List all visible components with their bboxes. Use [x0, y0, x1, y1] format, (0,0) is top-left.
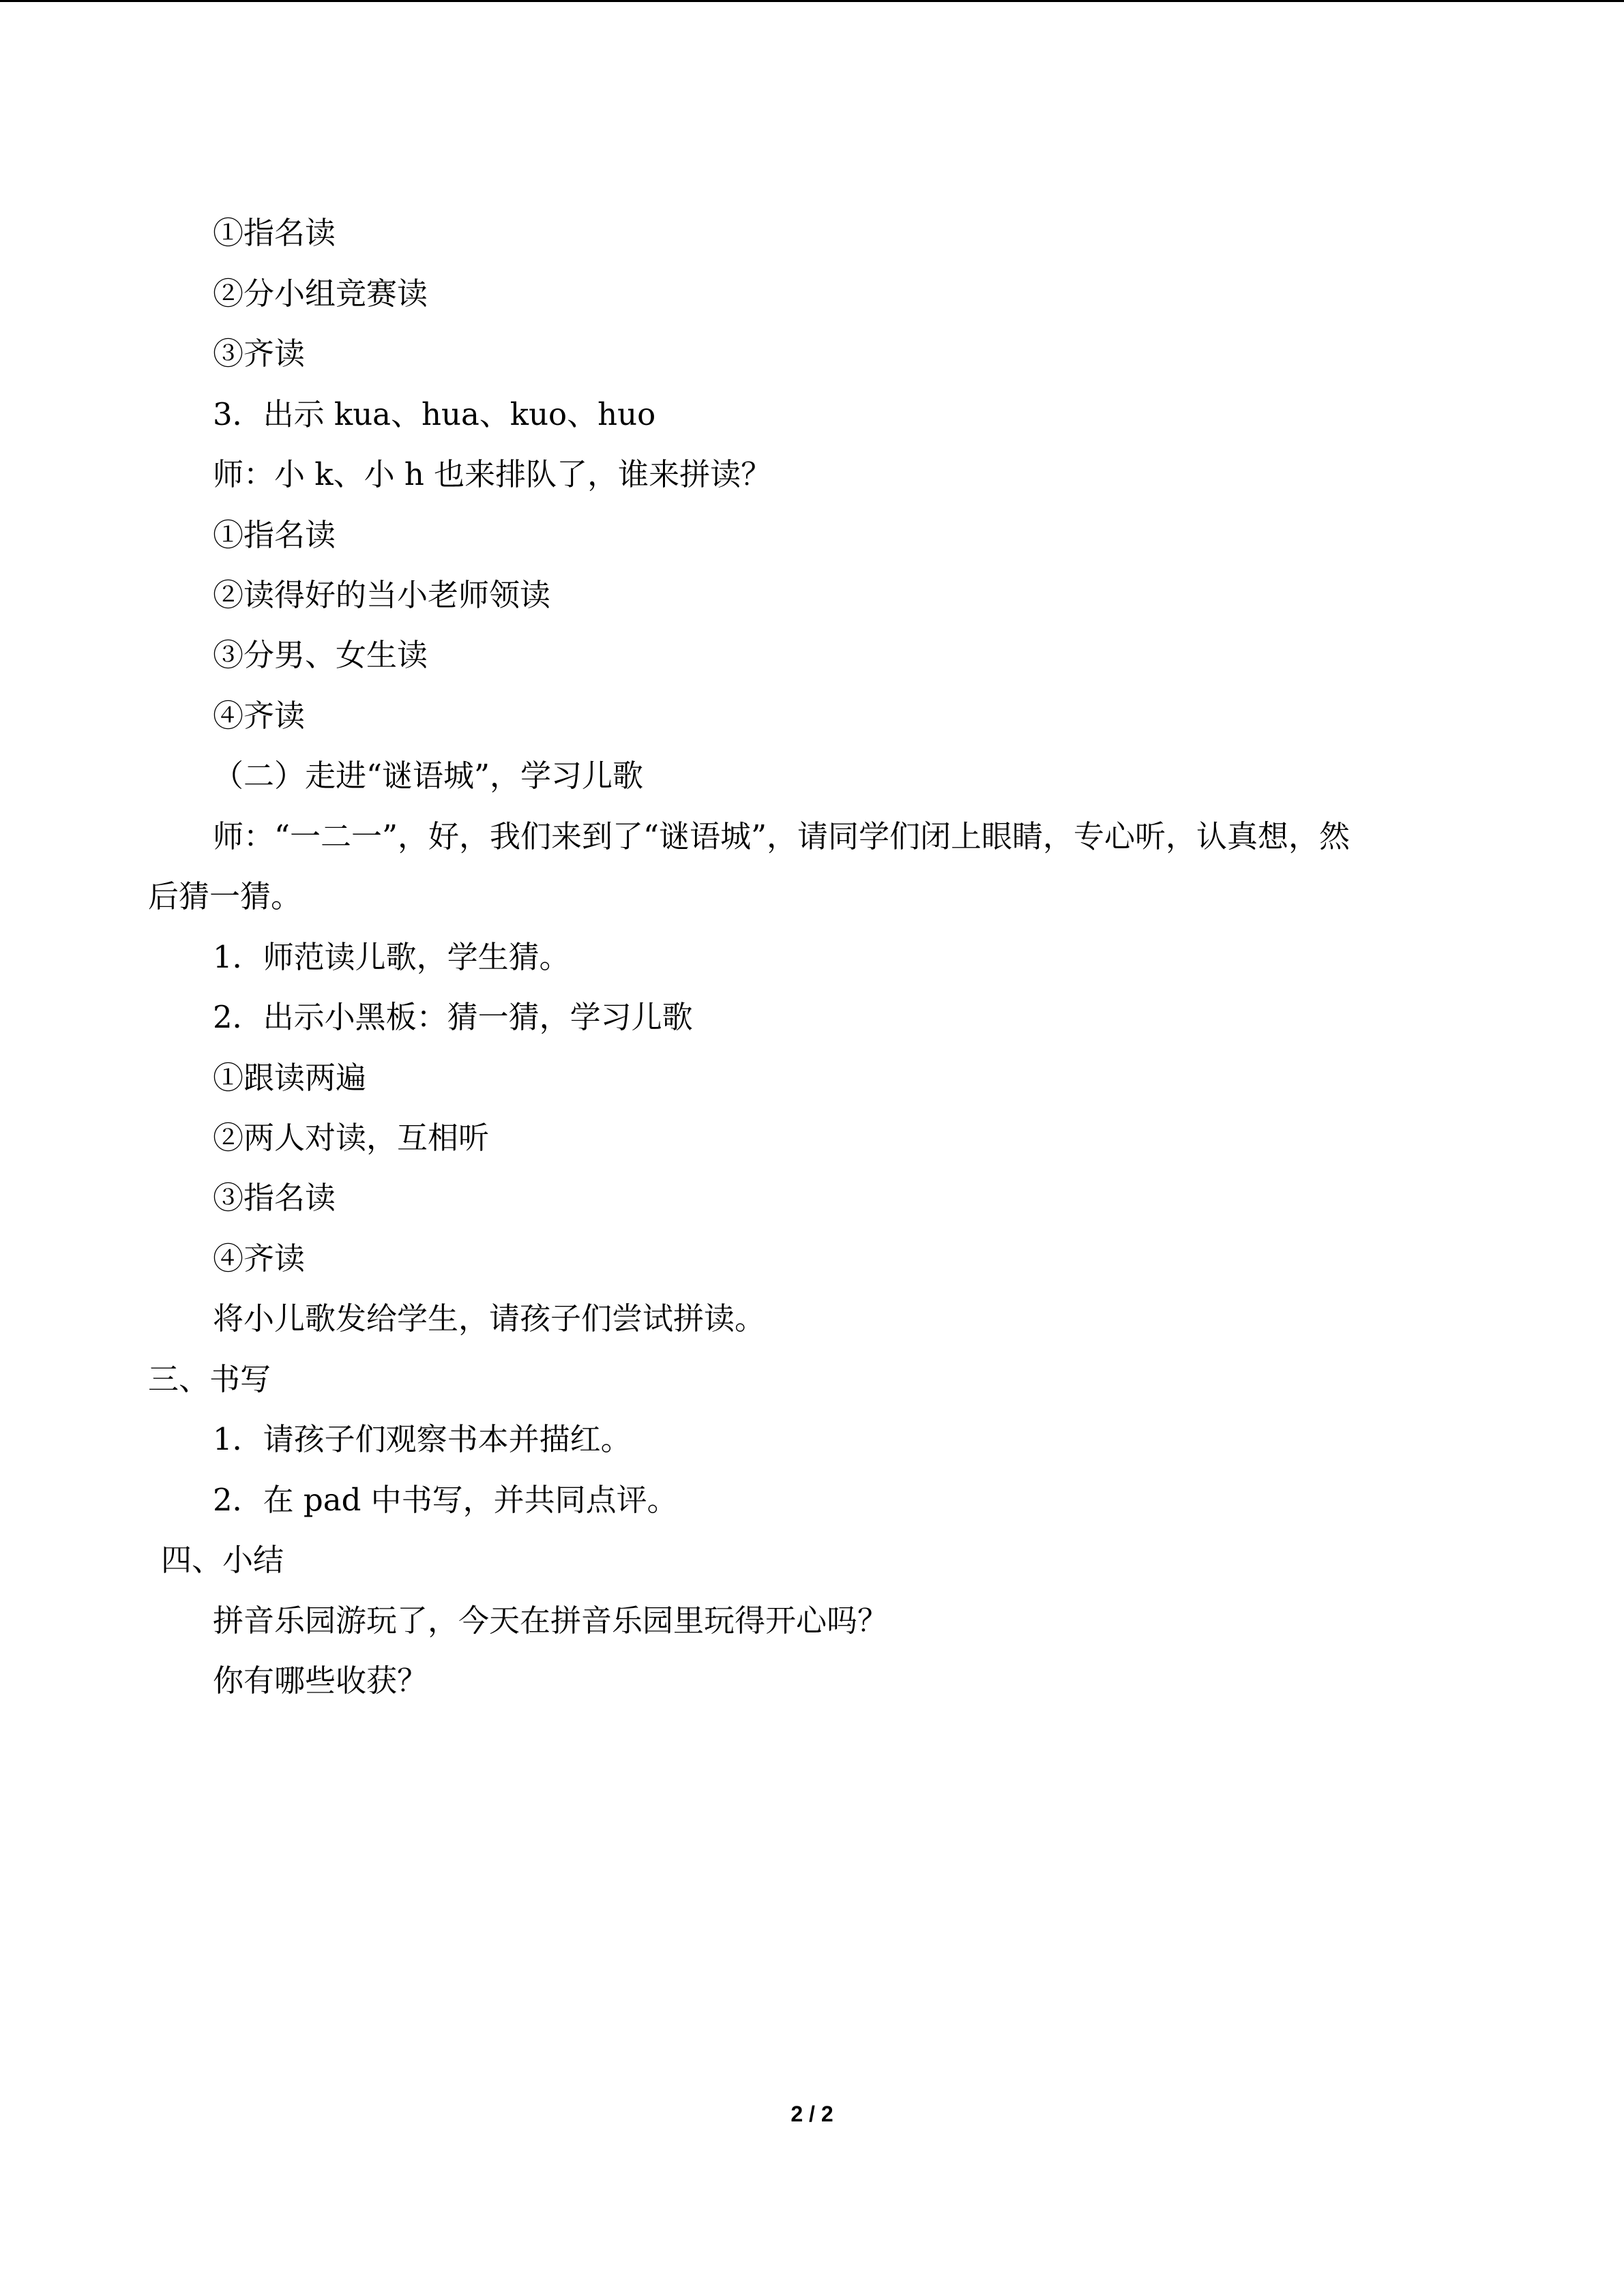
text-line: ②读得好的当小老师领读	[213, 577, 551, 613]
text-line: 拼音乐园游玩了，今天在拼音乐园里玩得开心吗？	[213, 1602, 889, 1639]
text-line: ①指名读	[213, 215, 336, 251]
text-line: 2．在 pad 中书写，并共同点评。	[213, 1482, 678, 1518]
text-line: 后猜一猜。	[148, 878, 302, 914]
section-heading: （二）走进“谜语城”，学习儿歌	[213, 758, 644, 794]
text-line: 师：“一二一”，好，我们来到了“谜语城”，请同学们闭上眼睛，专心听，认真想，然	[213, 818, 1350, 854]
text-line: ④齐读	[213, 698, 306, 734]
text-line: ③分男、女生读	[213, 637, 428, 673]
text-line: ②两人对读，互相听	[213, 1120, 490, 1156]
text-line: ④齐读	[213, 1240, 306, 1277]
text-line: 1．师范读儿歌，学生猜。	[213, 939, 570, 975]
text-line: 你有哪些收获？	[213, 1663, 428, 1699]
text-line: 1．请孩子们观察书本并描红。	[213, 1421, 632, 1457]
text-line: 3．出示 kua、hua、kuo、huo	[213, 396, 656, 432]
text-line: 师：小 k、小 h 也来排队了，谁来拼读？	[213, 456, 772, 492]
text-line: ②分小组竞赛读	[213, 275, 428, 312]
text-line: 2．出示小黑板：猜一猜，学习儿歌	[213, 999, 693, 1035]
text-line: ③指名读	[213, 1180, 336, 1216]
page-number: 2 / 2	[791, 2102, 833, 2126]
section-heading: 三、书写	[148, 1361, 271, 1397]
text-line: ①指名读	[213, 517, 336, 553]
section-heading: 四、小结	[161, 1542, 284, 1578]
text-line: 将小儿歌发给学生，请孩子们尝试拼读。	[213, 1300, 766, 1337]
text-line: ①跟读两遍	[213, 1060, 367, 1096]
text-line: ③齐读	[213, 336, 306, 372]
